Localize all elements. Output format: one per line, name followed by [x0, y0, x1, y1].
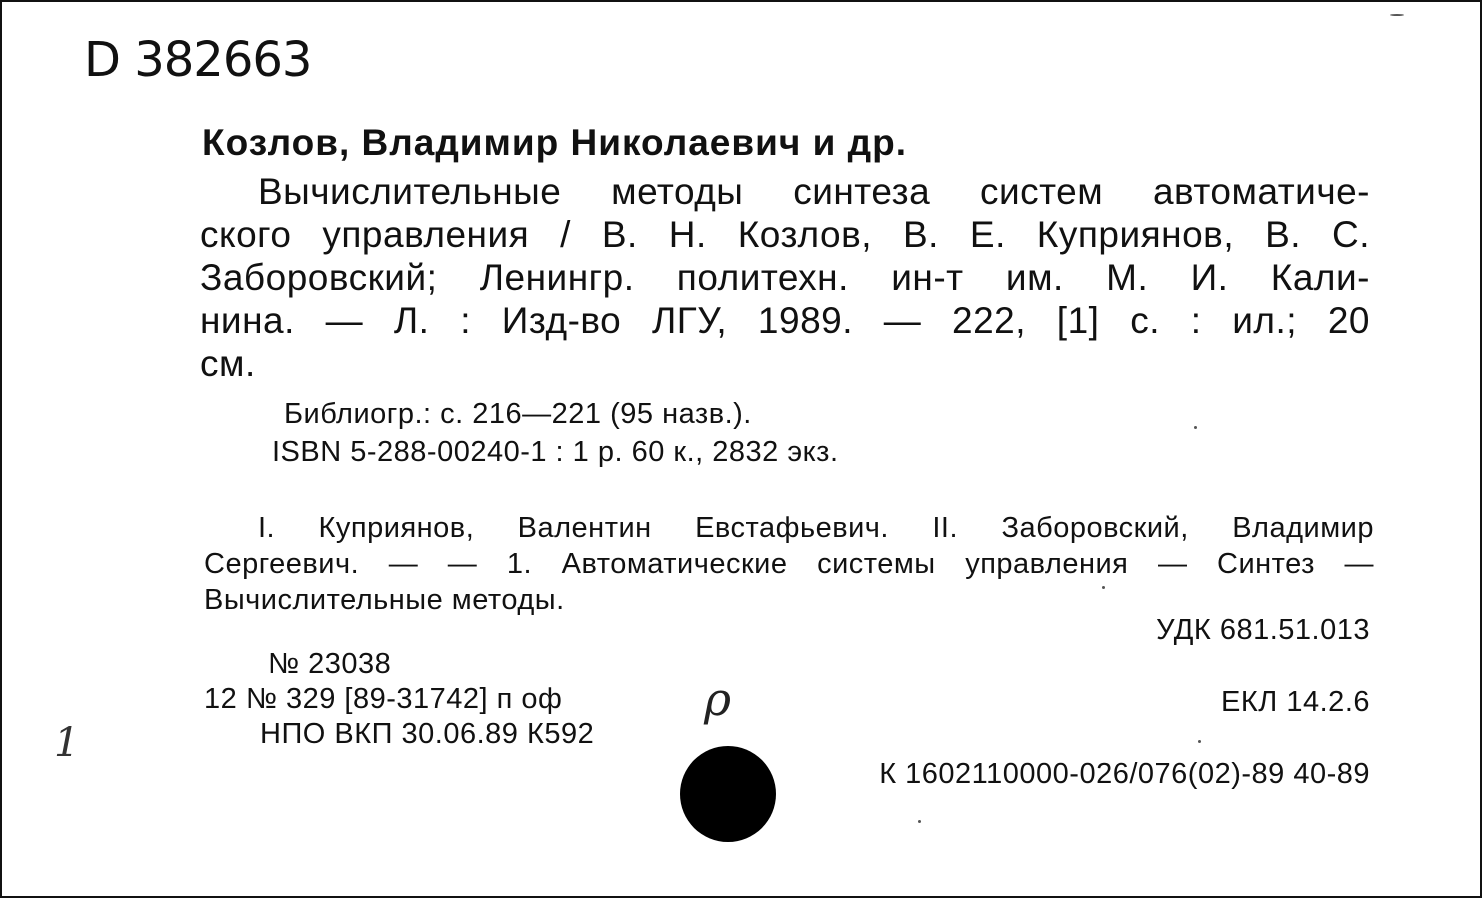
tracings	[204, 510, 1374, 618]
isbn-line: ISBN 5-288-00240-1 : 1 р. 60 к., 2832 экз.	[272, 436, 839, 468]
printer-line: НПО ВКП 30.06.89 К592	[260, 718, 595, 750]
card-number: № 23038	[268, 648, 392, 680]
tracing-line: Сергеевич. — — 1. Автоматические системы управления — Синтез —	[204, 548, 1374, 580]
speck	[1194, 426, 1197, 429]
handwritten-inventory-number: D 382663	[84, 32, 312, 88]
speck	[1390, 14, 1404, 16]
order-line: 12 № 329 [89-31742] п оф	[204, 683, 563, 715]
title-line: ского управления / В. Н. Козлов, В. Е. Куприянов, В. С.	[200, 214, 1370, 255]
speck	[1198, 740, 1201, 743]
black-dot-mark	[680, 746, 776, 842]
handwritten-p-mark: ρ	[704, 672, 732, 726]
title-line: см.	[200, 343, 256, 384]
tracing-line: Вычислительные методы.	[204, 584, 565, 616]
ekl-code: ЕКЛ 14.2.6	[1221, 686, 1370, 718]
handwritten-one-mark: 1	[54, 720, 80, 766]
title-description	[200, 170, 1370, 385]
bibliography-note: Библиогр.: с. 216—221 (95 назв.).	[284, 398, 752, 430]
tracing-line: I. Куприянов, Валентин Евстафьевич. II. Заборовский, Владимир	[258, 512, 1374, 544]
author-heading: Козлов, Владимир Николаевич и др.	[202, 122, 908, 163]
k-code: К 1602110000-026/076(02)-89 40-89	[879, 758, 1370, 790]
title-line: нина. — Л. : Изд-во ЛГУ, 1989. — 222, [1] с. : ил.; 20	[200, 300, 1370, 341]
speck	[918, 820, 921, 823]
speck	[1102, 586, 1105, 589]
udk-code: УДК 681.51.013	[1156, 614, 1370, 646]
title-line: Заборовский; Ленингр. политехн. ин-т им. М. И. Кали-	[200, 257, 1370, 298]
title-line: Вычислительные методы синтеза систем автоматиче-	[258, 171, 1370, 212]
